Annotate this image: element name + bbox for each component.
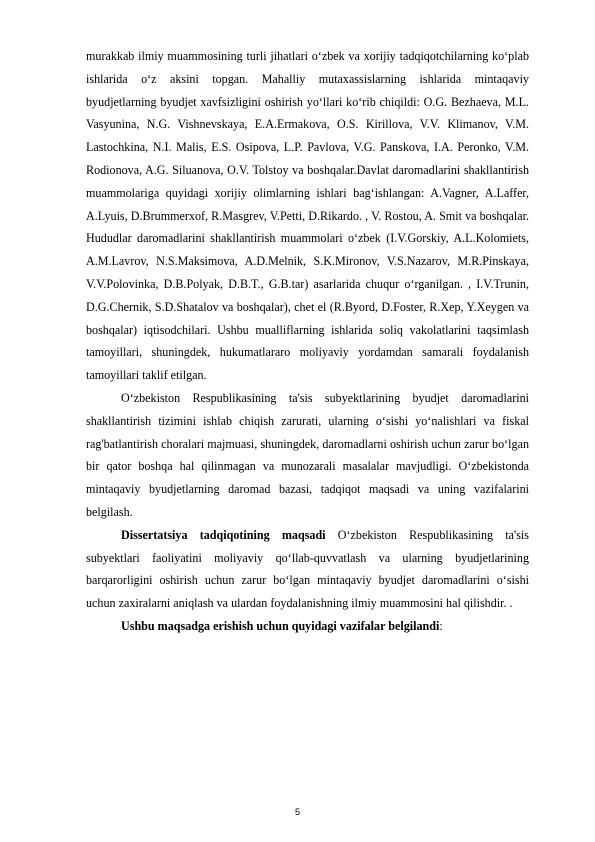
- paragraph-problem-statement: O‘zbekiston Respublikasining ta'sis subyektlarining byudjet daromadlarini shakllantirish tizimini ishlab chiqish zarurati, ularning o‘sishi yo‘nalishlari va fiskal rag'batlantirish choralari majmuasi, shuningdek, daromadlarni oshirish uchun zarur bo‘lgan bir qator boshqa hal qilinmagan va munozarali masalalar mavjudligi. O‘zbekistonda mintaqaviy byudjetlarning daromad bazasi, tadqiqot maqsadi va uning vazifalarini belgilash.: [86, 390, 529, 519]
- paragraph-tasks-heading: [86, 615, 529, 638]
- paragraph-research-goal: [86, 524, 529, 615]
- research-goal-text: O‘zbekiston Respublikasining ta'sis subyektlari faoliyatini moliyaviy qo‘llab-quvvatlash va ularning byudjetlarining barqarorligini oshirish uchun zarur bo‘lgan mintaqaviy byudjet daromadlarini o‘sishi uchun zaxiralarni aniqlash va ulardan foydalanishning ilmiy muammosini hal qilishdir. .: [86, 527, 529, 611]
- tasks-heading: Ushbu maqsadga erishish uchun quyidagi vazifalar belgilandi: [121, 618, 440, 633]
- research-goal-heading: Dissertatsiya tadqiqotining maqsadi: [121, 527, 326, 542]
- tasks-heading-colon: :: [439, 618, 443, 633]
- paragraph-literature-review: murakkab ilmiy muammosining turli jihatlari o‘zbek va xorijiy tadqiqotchilarning ko‘plab ishlarida o‘z aksini topgan. Mahalliy mutaxassislarning ishlarida mintaqaviy byudjetlarning byudjet xavfsizligini oshirish yo‘llari ko‘rib chiqildi: O.G. Bezhaeva, M.L. Vasyunina, N.G. Vishnevskaya, E.A.Ermakova, O.S. Kirillova, V.V. Klimanov, V.M. Lastochkina, N.I. Malis, E.S. Osipova, L.P. Pavlova, V.G. Panskova, I.A. Peronko, V.M. Rodionova, A.G. Siluanova, O.V. Tolstoy va boshqalar.Davlat daromadlarini shakllantirish muammolariga quyidagi xorijiy olimlarning ishlari bag‘ishlangan: A.Vagner, A.Laffer, A.Lyuis, D.Brummerxof, R.Masgrev, V.Petti, D.Rikardo. , V. Rostou, A. Smit va boshqalar. Hududlar daromadlarini shakllantirish muammolari o‘zbek (I.V.Gorskiy, A.L.Kolomiets, A.M.Lavrov, N.S.Maksimova, A.D.Melnik, S.K.Mironov, V.S.Nazarov, M.R.Pinskaya, V.V.Polovinka, D.B.Polyak, D.B.T., G.B.tar) asarlarida chuqur o‘rganilgan. , I.V.Trunin, D.G.Chernik, S.D.Shatalov va boshqalar), chet el (R.Byord, D.Foster, R.Xep, Y.Xeygen va boshqalar) iqtisodchilari. Ushbu mualliflarning ishlarida soliq vakolatlarini taqsimlash tamoyillari, shuningdek, hukumatlararo moliyaviy yordamdan samarali foydalanish tamoyillari taklif etilgan.: [86, 49, 529, 383]
- document-body: [86, 45, 529, 638]
- page-number: 5: [294, 807, 300, 817]
